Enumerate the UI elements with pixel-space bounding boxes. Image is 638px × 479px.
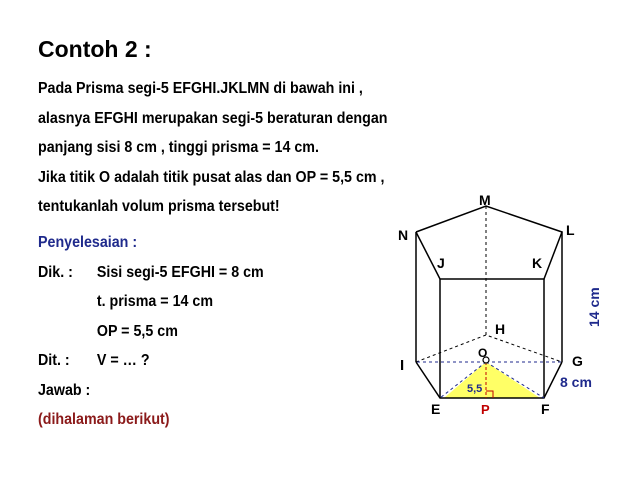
given-label: Dik. : (38, 263, 73, 281)
label-L: L (566, 222, 575, 238)
problem-line: alasnya EFGHI merupakan segi-5 beraturan dengan (38, 109, 388, 127)
op-triangle (444, 362, 540, 398)
height-label: 14 cm (586, 287, 602, 327)
label-P: P (481, 402, 490, 417)
asked-label: Dit. : (38, 352, 70, 369)
asked-value: V = … ? (96, 352, 150, 369)
label-E: E (431, 401, 441, 417)
continued-note: (dihalaman berikut) (38, 411, 170, 428)
label-H: H (495, 321, 506, 337)
answer-label: Jawab : (38, 381, 91, 399)
label-J: J (437, 255, 445, 271)
label-K: K (532, 255, 543, 271)
given-item: OP = 5,5 cm (96, 322, 178, 340)
slide-title: Contoh 2 : (38, 36, 152, 62)
label-G: G (572, 353, 583, 369)
op-length-label: 5,5 (467, 383, 483, 395)
label-O: O (478, 346, 488, 360)
problem-line: tentukanlah volum prisma tersebut! (38, 198, 280, 215)
side-length-label: 8 cm (560, 374, 592, 390)
base-hidden-edges (416, 335, 562, 362)
solution-heading: Penyelesaian : (38, 234, 138, 251)
label-N: N (398, 227, 409, 243)
problem-line: Pada Prisma segi-5 EFGHI.JKLMN di bawah ini , (38, 80, 363, 97)
problem-line: Jika titik O adalah titik pusat alas dan OP = 5,5 cm , (38, 168, 385, 186)
given-item: Sisi segi-5 EFGHI = 8 cm (96, 263, 264, 281)
label-F: F (541, 401, 550, 417)
label-I: I (400, 357, 405, 374)
label-M: M (479, 192, 491, 208)
given-item: t. prisma = 14 cm (96, 293, 214, 310)
problem-line: panjang sisi 8 cm , tinggi prisma = 14 cm. (38, 139, 319, 156)
